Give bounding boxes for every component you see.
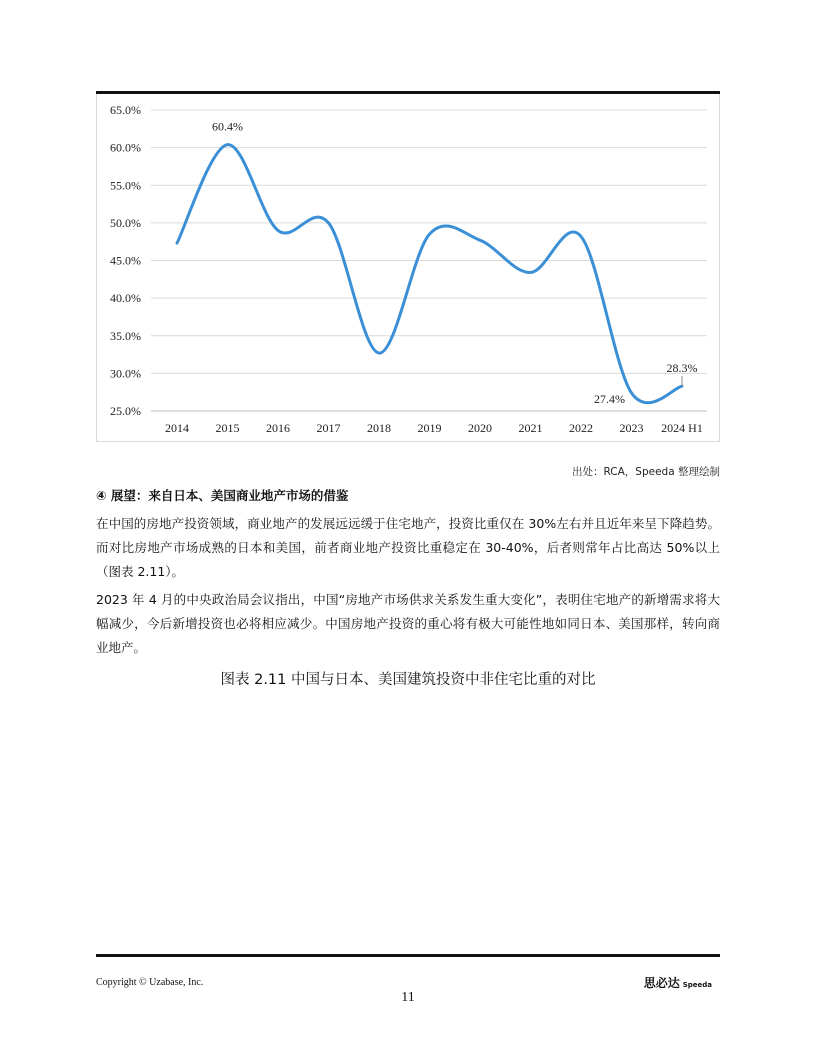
y-tick-label: 55.0% [110, 178, 141, 193]
section-heading: ④ 展望：来自日本、美国商业地产市场的借鉴 [96, 488, 349, 503]
copyright-text: Copyright © Uzabase, Inc. [96, 977, 204, 988]
x-tick-label: 2015 [215, 421, 240, 435]
chart-frame [96, 94, 720, 442]
y-tick-label: 60.0% [110, 140, 141, 155]
x-tick-label: 2018 [367, 421, 391, 435]
data-label: 28.3% [666, 361, 698, 376]
y-tick-label: 45.0% [110, 253, 141, 268]
x-tick-label: 2024 H1 [661, 421, 703, 435]
y-tick-label: 35.0% [110, 328, 141, 343]
data-label: 27.4% [594, 391, 625, 406]
brand-logo [644, 974, 712, 991]
y-tick-label: 25.0% [110, 404, 141, 418]
paragraph-2: 2023 年 4 月的中央政治局会议指出，中国“房地产市场供求关系发生重大变化”，表明住宅地产的新增需求将大幅减少，今后新增投资也必将相应减少。中国房地产投资的重心将有极大可能性地如同日本、美国那样，转向商业地产。 [96, 592, 720, 655]
x-tick-label: 2021 [518, 421, 543, 435]
x-tick-label: 2020 [468, 421, 492, 435]
data-label: 60.4% [212, 119, 243, 134]
y-tick-label: 65.0% [110, 103, 141, 117]
x-tick-label: 2017 [316, 421, 341, 435]
x-tick-label: 2016 [266, 421, 290, 435]
x-tick-label: 2022 [569, 421, 593, 435]
figure-title: 图表 2.11 中国与日本、美国建筑投资中非住宅比重的对比 [220, 672, 596, 688]
y-tick-label: 50.0% [110, 215, 141, 230]
y-tick-label: 40.0% [110, 291, 141, 306]
y-tick-label: 30.0% [110, 366, 141, 381]
brand-name: 思必达 [643, 976, 680, 990]
x-tick-label: 2014 [165, 421, 189, 435]
x-tick-label: 2019 [417, 421, 442, 435]
page-number: 11 [401, 990, 415, 1005]
bottom-rule [96, 954, 720, 957]
series-line [177, 145, 682, 403]
line-chart [97, 94, 721, 442]
brand-sub: Speeda [682, 981, 712, 989]
x-tick-label: 2023 [619, 421, 644, 435]
chart-source: 出处：RCA，Speeda 整理绘制 [572, 466, 720, 478]
paragraph-1: 在中国的房地产投资领域，商业地产的发展远远缓于住宅地产，投资比重仅在 30%左右并且近年来呈下降趋势。而对比房地产市场成熟的日本和美国，前者商业地产投资比重稳定在 30-40%，后者则常年占比高达 50%以上（图表 2.11）。 [96, 516, 720, 579]
